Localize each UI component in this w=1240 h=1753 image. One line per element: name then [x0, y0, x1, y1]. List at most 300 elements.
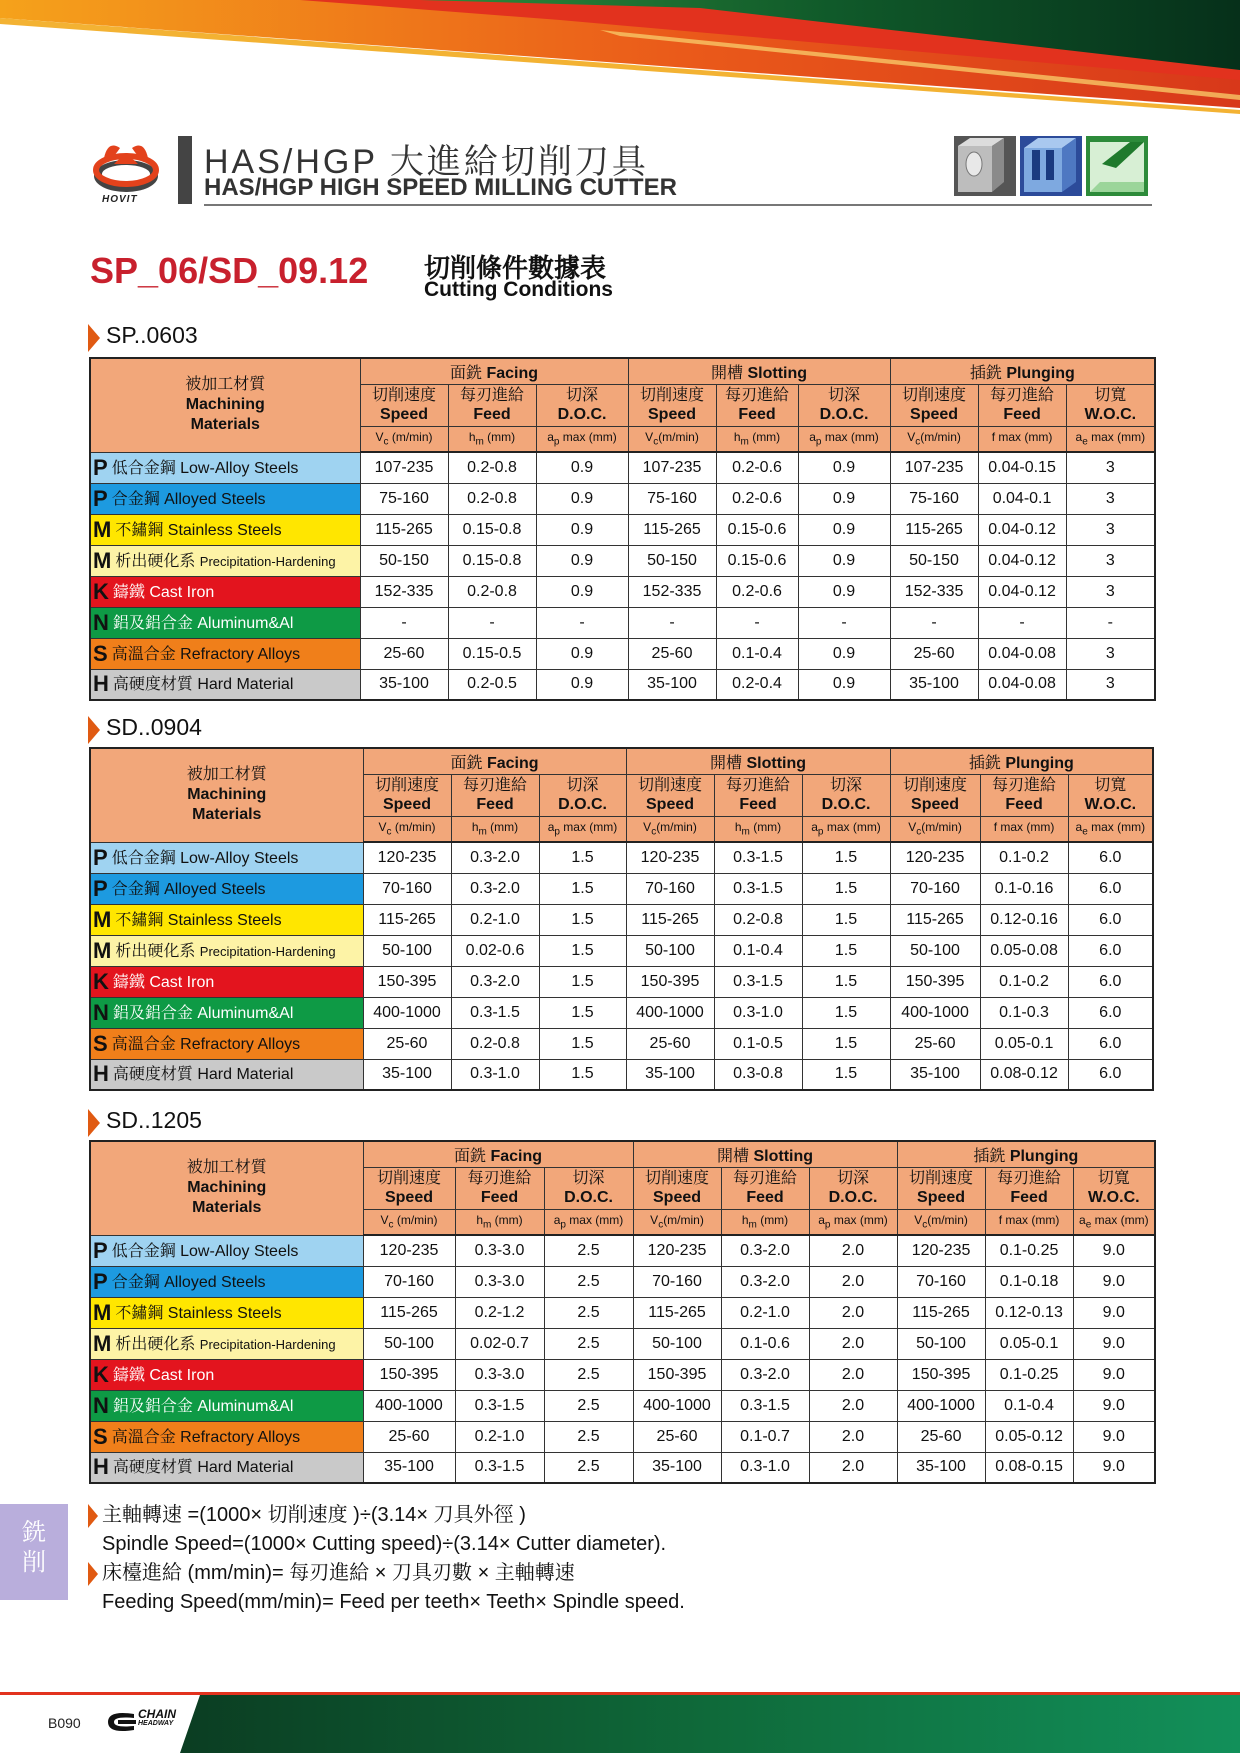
value-cell: 1.5: [802, 842, 890, 873]
materials-header-en: Machining: [187, 786, 267, 804]
value-cell: 150-395: [363, 1359, 455, 1390]
value-cell: 0.05-0.08: [980, 935, 1068, 966]
table-row: [90, 842, 1153, 873]
value-cell: 35-100: [628, 669, 716, 700]
unit-header: [721, 1209, 809, 1235]
value-cell: 152-335: [628, 576, 716, 607]
column-header-zh: 切削速度: [376, 1170, 441, 1187]
material-cell: [90, 514, 360, 545]
material-name: 不鏽鋼 Stainless Steels: [115, 1304, 282, 1322]
value-cell: 35-100: [633, 1452, 721, 1483]
unit-header: [798, 426, 890, 452]
value-cell: 0.15-0.6: [716, 545, 798, 576]
column-header: [721, 1167, 809, 1209]
material-cell: [90, 1421, 363, 1452]
table-row: [90, 545, 1155, 576]
column-header: [897, 1167, 985, 1209]
value-cell: 120-235: [363, 1235, 455, 1266]
unit-subscript: c: [916, 826, 922, 838]
table-row: [90, 1266, 1155, 1297]
cutting-conditions-table: [89, 1140, 1156, 1484]
header-row-groups: [90, 1141, 1155, 1167]
unit-header: [809, 1209, 897, 1235]
value-cell: 120-235: [897, 1235, 985, 1266]
value-cell: 0.1-0.18: [985, 1266, 1073, 1297]
unit-header: [451, 816, 539, 842]
value-cell: 0.2-0.6: [716, 452, 798, 483]
material-name: 析出硬化系: [115, 1335, 200, 1353]
value-cell: -: [360, 607, 448, 638]
unit-symbol: a: [547, 820, 555, 835]
column-header-zh: 每刃進給: [725, 387, 790, 404]
value-cell: 150-395: [633, 1359, 721, 1390]
table-row: [90, 935, 1153, 966]
value-cell: 2.0: [809, 1266, 897, 1297]
insert-type-label: [88, 714, 202, 741]
operation-group-zh: 開槽: [710, 754, 743, 772]
column-header: [633, 1167, 721, 1209]
material-name: 鑄鐵 Cast Iron: [112, 973, 215, 991]
material-cell: [90, 545, 360, 576]
value-cell: 2.5: [544, 1235, 633, 1266]
value-cell: 0.1-0.2: [980, 842, 1068, 873]
unit-subscript: c: [388, 1219, 394, 1231]
unit-subscript: c: [658, 1219, 664, 1231]
material-name: 鑄鐵 Cast Iron: [112, 1366, 215, 1384]
operation-group-en: Slotting: [746, 754, 807, 772]
column-header: [802, 774, 890, 816]
unit-header: [360, 426, 448, 452]
value-cell: 1.5: [539, 1028, 626, 1059]
value-cell: 150-395: [890, 966, 980, 997]
iso-group-letter: P: [93, 485, 108, 511]
table-row: [90, 904, 1153, 935]
value-cell: 0.08-0.15: [985, 1452, 1073, 1483]
value-cell: 50-100: [363, 935, 451, 966]
value-cell: 2.0: [809, 1390, 897, 1421]
material-cell: [90, 873, 363, 904]
value-cell: -: [1066, 607, 1155, 638]
iso-group-letter: M: [93, 906, 112, 932]
materials-header-en: Machining: [187, 1179, 267, 1197]
value-cell: 50-100: [626, 935, 714, 966]
value-cell: 9.0: [1073, 1328, 1155, 1359]
value-cell: 115-265: [360, 514, 448, 545]
column-header: [455, 1167, 544, 1209]
value-cell: 0.2-0.8: [714, 904, 802, 935]
value-cell: 115-265: [633, 1297, 721, 1328]
operation-group-header: [890, 358, 1155, 384]
value-cell: 2.0: [809, 1235, 897, 1266]
value-cell: 0.15-0.8: [448, 514, 536, 545]
value-cell: 0.3-1.0: [714, 997, 802, 1028]
unit-header: [1073, 1209, 1155, 1235]
unit-text: (mm): [483, 430, 516, 445]
operation-group-zh: 插銑: [968, 754, 1001, 772]
value-cell: 2.5: [544, 1390, 633, 1421]
operation-group-en: Facing: [490, 1147, 543, 1165]
unit-symbol: V: [378, 820, 387, 835]
value-cell: 25-60: [633, 1421, 721, 1452]
column-header: [363, 774, 451, 816]
feeding-speed-formula-en: Feeding Speed(mm/min)= Feed per teeth× Teeth× Spindle speed.: [102, 1591, 685, 1613]
material-cell: [90, 1359, 363, 1390]
logo-text: HOVIT: [102, 194, 138, 205]
column-header: [809, 1167, 897, 1209]
value-cell: 0.9: [536, 638, 628, 669]
material-name: 高硬度材質 Hard Material: [112, 1459, 294, 1477]
value-cell: 0.2-0.6: [716, 483, 798, 514]
unit-header: [985, 1209, 1073, 1235]
unit-symbol: V: [908, 820, 917, 835]
value-cell: 120-235: [633, 1235, 721, 1266]
material-name: 不鏽鋼 Stainless Steels: [115, 521, 282, 539]
section-title-zh: 切削條件數據表: [424, 253, 607, 283]
unit-subscript: p: [560, 1219, 566, 1231]
operation-group-en: Facing: [486, 364, 539, 382]
value-cell: 150-395: [363, 966, 451, 997]
column-header-en: Feed: [480, 1189, 519, 1206]
unit-header: [802, 816, 890, 842]
column-header-zh: 切削速度: [902, 387, 967, 404]
value-cell: 50-150: [360, 545, 448, 576]
value-cell: 150-395: [897, 1359, 985, 1390]
value-cell: 107-235: [360, 452, 448, 483]
value-cell: 400-1000: [633, 1390, 721, 1421]
material-name: 合金鋼 Alloyed Steels: [111, 1273, 266, 1291]
value-cell: 50-100: [890, 935, 980, 966]
value-cell: 25-60: [360, 638, 448, 669]
value-cell: 0.04-0.15: [978, 452, 1066, 483]
value-cell: 400-1000: [363, 997, 451, 1028]
iso-group-letter: N: [93, 999, 109, 1025]
operation-group-zh: 面銑: [450, 754, 483, 772]
column-header-zh: 切削速度: [645, 1170, 710, 1187]
column-header: [1066, 384, 1155, 426]
value-cell: 115-265: [890, 514, 978, 545]
value-cell: 35-100: [897, 1452, 985, 1483]
value-cell: -: [890, 607, 978, 638]
iso-group-letter: P: [93, 454, 108, 480]
value-cell: 70-160: [363, 873, 451, 904]
material-cell: [90, 904, 363, 935]
value-cell: 2.5: [544, 1266, 633, 1297]
value-cell: 6.0: [1068, 873, 1153, 904]
iso-group-letter: N: [93, 609, 109, 635]
column-header-en: Speed: [911, 796, 960, 813]
table-row: [90, 1328, 1155, 1359]
column-header-en: Speed: [382, 796, 431, 813]
note-line: [88, 1501, 988, 1530]
column-header-zh: 每刃進給: [459, 387, 524, 404]
unit-text: max (mm): [823, 820, 881, 835]
value-cell: -: [448, 607, 536, 638]
value-cell: 152-335: [360, 576, 448, 607]
column-header: [628, 384, 716, 426]
table-row: [90, 1421, 1155, 1452]
unit-subscript: m: [475, 436, 484, 448]
unit-subscript: m: [478, 826, 487, 838]
unit-text: max (mm): [559, 820, 618, 835]
value-cell: 1.5: [802, 1028, 890, 1059]
unit-header: [714, 816, 802, 842]
materials-header: [90, 358, 360, 452]
value-cell: 0.1-0.3: [980, 997, 1068, 1028]
bullet-arrow-icon: [88, 1109, 100, 1137]
iso-group-letter: P: [93, 1268, 108, 1294]
material-cell: [90, 997, 363, 1028]
value-cell: 25-60: [363, 1028, 451, 1059]
column-header: [890, 774, 980, 816]
value-cell: 9.0: [1073, 1266, 1155, 1297]
value-cell: 152-335: [890, 576, 978, 607]
iso-group-letter: N: [93, 1392, 109, 1418]
value-cell: 2.0: [809, 1328, 897, 1359]
unit-text: max (mm): [821, 430, 879, 445]
header-icons: [952, 134, 1152, 198]
table-row: [90, 576, 1155, 607]
unit-header: [978, 426, 1066, 452]
table-row: [90, 873, 1153, 904]
column-header: [363, 1167, 455, 1209]
value-cell: 0.1-0.25: [985, 1359, 1073, 1390]
value-cell: 3: [1066, 514, 1155, 545]
unit-subscript: c: [915, 436, 921, 448]
column-header: [448, 384, 536, 426]
materials-header-zh: 被加工材質: [186, 1159, 267, 1177]
unit-header: [536, 426, 628, 452]
column-header: [980, 774, 1068, 816]
feeding-speed-formula-zh: 床檯進給 (mm/min)= 每刃進給 × 刀具刃數 × 主軸轉速: [102, 1562, 575, 1584]
operation-group-zh: 面銑: [453, 1147, 486, 1165]
unit-subscript: p: [824, 1219, 831, 1231]
value-cell: 25-60: [628, 638, 716, 669]
value-cell: 3: [1066, 669, 1155, 700]
unit-header: [890, 816, 980, 842]
column-header-en: D.O.C.: [819, 406, 869, 423]
value-cell: -: [628, 607, 716, 638]
column-header-zh: 切深: [572, 1170, 605, 1187]
unit-symbol: a: [553, 1213, 561, 1228]
value-cell: 70-160: [363, 1266, 455, 1297]
value-cell: 0.12-0.16: [980, 904, 1068, 935]
column-header-en: Feed: [746, 1189, 784, 1206]
material-cell: [90, 842, 363, 873]
iso-group-letter: S: [93, 1030, 108, 1056]
value-cell: 0.1-0.6: [721, 1328, 809, 1359]
operation-group-en: Slotting: [747, 364, 808, 382]
insert-type-label: [88, 322, 198, 349]
iso-group-letter: P: [93, 844, 108, 870]
material-name: 鋁及鋁合金 Aluminum&Al: [112, 1397, 294, 1415]
unit-header: [363, 1209, 455, 1235]
value-cell: 6.0: [1068, 1028, 1153, 1059]
unit-header: [626, 816, 714, 842]
unit-subscript: c: [922, 1219, 928, 1231]
unit-subscript: c: [386, 826, 392, 838]
iso-group-letter: H: [93, 671, 109, 697]
column-header-en: Feed: [473, 406, 511, 423]
material-name: 鑄鐵 Cast Iron: [112, 583, 215, 601]
value-cell: 70-160: [897, 1266, 985, 1297]
unit-symbol: a: [809, 430, 816, 445]
value-cell: 1.5: [802, 966, 890, 997]
column-header-zh: 切削速度: [909, 1170, 974, 1187]
value-cell: 0.9: [798, 545, 890, 576]
page-number: B090: [48, 1715, 81, 1731]
iso-group-letter: M: [93, 1330, 112, 1356]
spindle-speed-formula-en: Spindle Speed=(1000× Cutting speed)÷(3.14× Cutter diameter).: [102, 1533, 667, 1555]
table-row: [90, 1297, 1155, 1328]
brand-name: [138, 1709, 176, 1729]
table-row: [90, 1059, 1153, 1090]
note-line: [88, 1530, 988, 1559]
column-header-en: W.O.C.: [1088, 1189, 1140, 1206]
column-header-zh: 切削速度: [374, 777, 439, 794]
table-row: [90, 514, 1155, 545]
bullet-arrow-icon: [88, 1504, 98, 1528]
column-header: [626, 774, 714, 816]
value-cell: 0.3-3.0: [455, 1266, 544, 1297]
column-header: [536, 384, 628, 426]
column-header-en: Feed: [1010, 1189, 1048, 1206]
unit-symbol: a: [1079, 1213, 1086, 1228]
material-cell: [90, 638, 360, 669]
column-header-zh: 每刃進給: [990, 387, 1055, 404]
value-cell: 9.0: [1073, 1452, 1155, 1483]
footer-band: [0, 1692, 1240, 1753]
value-cell: 1.5: [802, 873, 890, 904]
value-cell: 75-160: [628, 483, 716, 514]
side-tab-char: 削: [22, 1549, 46, 1576]
column-header-en: D.O.C.: [558, 796, 607, 813]
value-cell: 0.12-0.13: [985, 1297, 1073, 1328]
materials-header-zh: 被加工材質: [185, 376, 266, 394]
value-cell: 75-160: [890, 483, 978, 514]
unit-symbol: a: [811, 820, 818, 835]
value-cell: 0.04-0.12: [978, 545, 1066, 576]
column-header-zh: 切寬: [1094, 387, 1127, 404]
column-header-en: D.O.C.: [821, 796, 871, 813]
unit-text: (m/min): [656, 820, 697, 835]
material-name: 不鏽鋼 Stainless Steels: [115, 911, 282, 929]
value-cell: 150-395: [626, 966, 714, 997]
unit-header: [455, 1209, 544, 1235]
material-name: 析出硬化系: [115, 552, 200, 570]
column-header-en: Speed: [917, 1189, 966, 1206]
spindle-speed-formula-zh: 主軸轉速 =(1000× 切削速度 )÷(3.14× 刀具外徑 ): [102, 1504, 526, 1526]
value-cell: 3: [1066, 638, 1155, 669]
unit-subscript: e: [1082, 826, 1088, 838]
value-cell: 0.2-0.8: [448, 452, 536, 483]
value-cell: 0.2-1.0: [451, 904, 539, 935]
value-cell: 0.2-0.8: [451, 1028, 539, 1059]
material-name: 合金鋼 Alloyed Steels: [111, 490, 266, 508]
value-cell: 0.2-0.8: [448, 576, 536, 607]
side-tab-char: 銑: [22, 1519, 46, 1546]
value-cell: 0.9: [536, 669, 628, 700]
unit-text: (mm): [491, 1213, 523, 1228]
materials-header-en: Materials: [192, 1199, 262, 1217]
operation-group-en: Facing: [486, 754, 539, 772]
value-cell: 0.9: [536, 514, 628, 545]
column-header-en: Feed: [476, 796, 514, 813]
value-cell: 400-1000: [626, 997, 714, 1028]
unit-text: f max (mm): [998, 1213, 1060, 1228]
column-header-zh: 切寬: [1094, 777, 1127, 794]
table-row: [90, 1235, 1155, 1266]
material-name: 高溫合金 Refractory Alloys: [111, 1428, 301, 1446]
value-cell: 0.15-0.5: [448, 638, 536, 669]
value-cell: 0.08-0.12: [980, 1059, 1068, 1090]
value-cell: 50-150: [890, 545, 978, 576]
value-cell: 2.0: [809, 1421, 897, 1452]
brand-line: CHAIN: [138, 1707, 176, 1721]
unit-text: (mm): [749, 820, 782, 835]
value-cell: 0.15-0.8: [448, 545, 536, 576]
unit-text: (m/min): [658, 430, 699, 445]
value-cell: 115-265: [628, 514, 716, 545]
value-cell: 0.04-0.08: [978, 669, 1066, 700]
column-header-zh: 每刃進給: [733, 1170, 798, 1187]
unit-subscript: m: [748, 1219, 757, 1231]
value-cell: 0.1-0.4: [716, 638, 798, 669]
unit-symbol: h: [471, 820, 479, 835]
unit-subscript: p: [815, 436, 822, 448]
iso-group-letter: M: [93, 937, 112, 963]
top-banner: [0, 0, 1240, 120]
material-cell: [90, 1266, 363, 1297]
unit-symbol: a: [547, 430, 554, 445]
column-header-en: Feed: [1005, 796, 1043, 813]
value-cell: 1.5: [539, 873, 626, 904]
value-cell: 0.05-0.12: [985, 1421, 1073, 1452]
side-tab-milling: [0, 1504, 68, 1600]
value-cell: 1.5: [802, 1059, 890, 1090]
iso-group-letter: K: [93, 578, 109, 604]
slotting-operation-icon: [1020, 136, 1082, 196]
value-cell: 0.3-1.5: [714, 842, 802, 873]
value-cell: 120-235: [626, 842, 714, 873]
value-cell: 70-160: [626, 873, 714, 904]
value-cell: 2.5: [544, 1328, 633, 1359]
value-cell: 25-60: [897, 1421, 985, 1452]
iso-group-letter: P: [93, 1237, 108, 1263]
value-cell: -: [978, 607, 1066, 638]
value-cell: 3: [1066, 483, 1155, 514]
value-cell: 0.9: [798, 638, 890, 669]
unit-text: (m/min): [927, 1213, 968, 1228]
page-header: [90, 132, 1152, 212]
unit-subscript: p: [817, 826, 824, 838]
material-name: 鋁及鋁合金 Aluminum&Al: [112, 614, 294, 632]
column-header-en: W.O.C.: [1084, 406, 1137, 423]
operation-group-zh: 面銑: [449, 364, 482, 382]
section-code: SP_06/SD_09.12: [90, 250, 369, 291]
value-cell: 50-100: [633, 1328, 721, 1359]
iso-group-letter: K: [93, 1361, 109, 1387]
unit-symbol: h: [733, 430, 741, 445]
value-cell: 0.1-0.16: [980, 873, 1068, 904]
value-cell: 0.9: [798, 483, 890, 514]
value-cell: 0.2-1.0: [455, 1421, 544, 1452]
column-header-en: D.O.C.: [557, 406, 607, 423]
value-cell: 0.3-3.0: [455, 1235, 544, 1266]
value-cell: 115-265: [626, 904, 714, 935]
unit-text: (mm): [486, 820, 519, 835]
unit-subscript: p: [553, 436, 560, 448]
column-header-en: Speed: [910, 406, 959, 423]
